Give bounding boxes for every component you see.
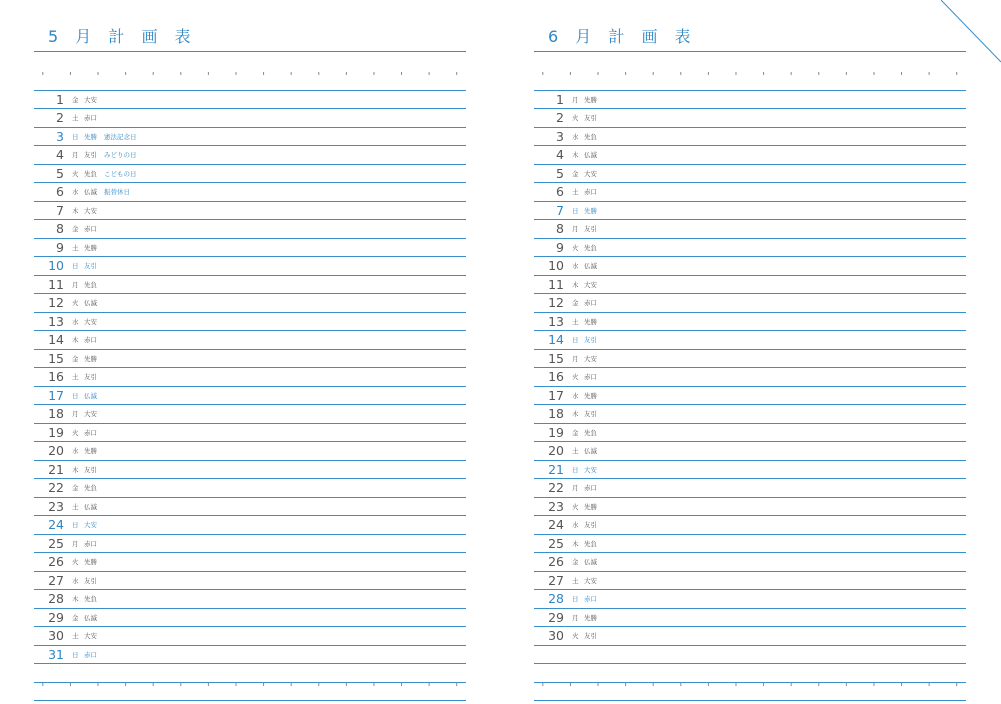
weekday-label: 土: [572, 188, 579, 196]
rokuyo-label: 先勝: [84, 243, 97, 252]
blank-row[interactable]: [34, 664, 466, 683]
day-number: 18: [548, 406, 564, 421]
day-number: 14: [48, 332, 64, 347]
holiday-label: 憲法記念日: [104, 132, 137, 141]
rokuyo-label: 先勝: [584, 502, 597, 511]
day-number: 23: [548, 498, 564, 514]
rokuyo-label: 友引: [584, 632, 597, 640]
day-row[interactable]: [534, 109, 966, 128]
day-row[interactable]: [34, 590, 466, 609]
weekday-label: 木: [572, 280, 579, 289]
rokuyo-label: 大安: [84, 95, 97, 104]
weekday-label: 金: [572, 299, 579, 307]
day-row[interactable]: [34, 257, 466, 276]
june-planner-page: [534, 0, 966, 704]
weekday-label: 月: [72, 151, 79, 159]
weekday-label: 月: [72, 539, 79, 548]
rokuyo-label: 赤口: [584, 188, 597, 196]
day-number: 9: [556, 239, 564, 255]
day-number: 24: [548, 517, 564, 532]
day-number: 16: [548, 369, 564, 384]
weekday-label: 火: [572, 502, 579, 511]
day-row[interactable]: [534, 590, 966, 609]
day-row[interactable]: [34, 313, 466, 332]
day-number: 20: [548, 443, 564, 458]
weekday-label: 金: [572, 428, 579, 437]
weekday-label: 月: [72, 280, 79, 289]
day-number: 16: [48, 369, 64, 384]
day-number: 14: [548, 332, 564, 347]
day-row[interactable]: [534, 535, 966, 554]
day-row[interactable]: [534, 276, 966, 295]
blank-row[interactable]: [534, 664, 966, 683]
day-row[interactable]: [534, 220, 966, 239]
rokuyo-label: 先負: [84, 484, 97, 492]
day-row[interactable]: [34, 239, 466, 258]
june-title-rule: [534, 51, 966, 52]
rokuyo-label: 赤口: [84, 114, 97, 122]
rokuyo-label: 先勝: [584, 613, 597, 622]
rokuyo-label: 先負: [584, 132, 597, 141]
day-number: 10: [48, 258, 64, 273]
day-row[interactable]: [534, 516, 966, 535]
weekday-label: 水: [572, 132, 579, 141]
weekday-label: 日: [72, 650, 79, 659]
weekday-label: 木: [572, 151, 579, 159]
weekday-label: 水: [72, 188, 79, 196]
day-row[interactable]: [34, 331, 466, 350]
weekday-label: 日: [72, 391, 79, 400]
rokuyo-label: 大安: [584, 169, 597, 178]
weekday-label: 火: [572, 632, 579, 640]
day-number: 10: [548, 258, 564, 273]
day-row[interactable]: [34, 368, 466, 387]
blank-row[interactable]: [534, 683, 966, 702]
rokuyo-label: 赤口: [84, 428, 97, 437]
rokuyo-label: 仏滅: [584, 447, 597, 455]
may-page-title: 5 月 計 画 表: [48, 27, 197, 46]
day-row[interactable]: [534, 553, 966, 572]
header-blank-row: [34, 72, 466, 91]
day-number: 17: [548, 387, 564, 403]
day-number: 19: [548, 424, 564, 440]
day-number: 23: [48, 498, 64, 514]
day-number: 22: [548, 480, 564, 495]
day-row[interactable]: [534, 91, 966, 110]
day-number: 3: [56, 128, 64, 144]
weekday-label: 土: [572, 447, 579, 455]
weekday-label: 土: [72, 373, 79, 381]
day-row[interactable]: [34, 220, 466, 239]
rokuyo-label: 仏滅: [84, 299, 97, 307]
day-row[interactable]: [34, 498, 466, 517]
day-number: 6: [56, 184, 64, 199]
rokuyo-label: 先勝: [84, 132, 97, 141]
rokuyo-label: 赤口: [84, 336, 97, 344]
day-row[interactable]: [534, 479, 966, 498]
day-number: 7: [556, 202, 564, 218]
weekday-label: 月: [572, 354, 579, 363]
weekday-label: 水: [572, 262, 579, 270]
day-row[interactable]: [534, 331, 966, 350]
day-row[interactable]: [534, 424, 966, 443]
rokuyo-label: 大安: [84, 632, 97, 640]
day-number: 12: [548, 295, 564, 310]
may-schedule-grid: [34, 72, 466, 701]
day-row[interactable]: [34, 202, 466, 221]
rokuyo-label: 先勝: [84, 447, 97, 455]
day-number: 13: [48, 313, 64, 329]
weekday-label: 火: [72, 169, 79, 178]
day-row[interactable]: [34, 442, 466, 461]
day-row[interactable]: [34, 91, 466, 110]
day-number: 8: [56, 221, 64, 236]
weekday-label: 水: [572, 391, 579, 400]
rokuyo-label: 赤口: [584, 299, 597, 307]
day-number: 19: [48, 424, 64, 440]
day-row[interactable]: [34, 553, 466, 572]
weekday-label: 火: [72, 299, 79, 307]
weekday-label: 木: [72, 206, 79, 215]
rokuyo-label: 大安: [84, 410, 97, 418]
rokuyo-label: 大安: [84, 206, 97, 215]
day-number: 27: [48, 572, 64, 588]
day-number: 4: [556, 147, 564, 162]
day-number: 4: [56, 147, 64, 162]
day-number: 1: [56, 91, 64, 107]
weekday-label: 水: [72, 317, 79, 326]
june-schedule-grid: [534, 72, 966, 701]
day-number: 11: [48, 276, 64, 292]
day-row[interactable]: [534, 609, 966, 628]
day-number: 30: [48, 628, 64, 643]
day-row[interactable]: [34, 405, 466, 424]
day-number: 13: [548, 313, 564, 329]
weekday-label: 木: [72, 595, 79, 603]
rokuyo-label: 赤口: [84, 650, 97, 659]
day-row[interactable]: [534, 202, 966, 221]
holiday-label: 振替休日: [104, 188, 130, 196]
day-row[interactable]: [34, 572, 466, 591]
day-number: 2: [556, 110, 564, 125]
day-row[interactable]: [34, 387, 466, 406]
rokuyo-label: 仏滅: [584, 151, 597, 159]
holiday-label: こどもの日: [104, 169, 137, 178]
day-number: 8: [556, 221, 564, 236]
rokuyo-label: 友引: [84, 465, 97, 474]
day-number: 11: [548, 276, 564, 292]
day-row[interactable]: [34, 424, 466, 443]
weekday-label: 土: [72, 632, 79, 640]
weekday-label: 月: [572, 484, 579, 492]
day-number: 21: [48, 461, 64, 477]
rokuyo-label: 大安: [584, 280, 597, 289]
weekday-label: 木: [572, 410, 579, 418]
june-page-title: 6 月 計 画 表: [548, 27, 697, 46]
day-row[interactable]: [534, 128, 966, 147]
day-row[interactable]: [534, 294, 966, 313]
weekday-label: 金: [72, 484, 79, 492]
weekday-label: 日: [572, 336, 579, 344]
header-blank-row: [534, 72, 966, 91]
day-number: 30: [548, 628, 564, 643]
day-row[interactable]: [34, 165, 466, 184]
rokuyo-label: 先負: [584, 428, 597, 437]
rokuyo-label: 仏滅: [84, 391, 97, 400]
day-row[interactable]: [534, 405, 966, 424]
rokuyo-label: 仏滅: [84, 502, 97, 511]
rokuyo-label: 先勝: [584, 206, 597, 215]
weekday-label: 月: [572, 95, 579, 104]
weekday-label: 日: [72, 132, 79, 141]
day-row[interactable]: [34, 146, 466, 165]
day-number: 28: [548, 591, 564, 606]
day-number: 25: [548, 535, 564, 551]
weekday-label: 火: [572, 373, 579, 381]
rokuyo-label: 友引: [84, 576, 97, 585]
day-number: 18: [48, 406, 64, 421]
day-row[interactable]: [34, 461, 466, 480]
day-row[interactable]: [34, 646, 466, 665]
rokuyo-label: 友引: [584, 521, 597, 529]
rokuyo-label: 友引: [84, 373, 97, 381]
day-row[interactable]: [534, 368, 966, 387]
day-row[interactable]: [534, 313, 966, 332]
day-number: 20: [48, 443, 64, 458]
weekday-label: 木: [72, 465, 79, 474]
weekday-label: 月: [572, 225, 579, 233]
rokuyo-label: 先負: [584, 539, 597, 548]
weekday-label: 木: [572, 539, 579, 548]
day-row[interactable]: [534, 165, 966, 184]
weekday-label: 水: [572, 521, 579, 529]
rokuyo-label: 友引: [84, 262, 97, 270]
day-number: 17: [48, 387, 64, 403]
day-row[interactable]: [34, 183, 466, 202]
day-row[interactable]: [34, 109, 466, 128]
day-number: 25: [48, 535, 64, 551]
weekday-label: 火: [572, 243, 579, 252]
day-row[interactable]: [534, 572, 966, 591]
rokuyo-label: 仏滅: [584, 558, 597, 566]
weekday-label: 火: [72, 428, 79, 437]
weekday-label: 日: [572, 206, 579, 215]
rokuyo-label: 赤口: [584, 484, 597, 492]
weekday-label: 土: [572, 576, 579, 585]
day-number: 26: [48, 554, 64, 569]
weekday-label: 火: [572, 114, 579, 122]
day-number: 1: [556, 91, 564, 107]
day-number: 27: [548, 572, 564, 588]
rokuyo-label: 友引: [584, 225, 597, 233]
day-number: 21: [548, 461, 564, 477]
day-row[interactable]: [34, 516, 466, 535]
rokuyo-label: 先勝: [584, 95, 597, 104]
weekday-label: 金: [72, 613, 79, 622]
rokuyo-label: 先勝: [584, 391, 597, 400]
day-row[interactable]: [534, 350, 966, 369]
day-row[interactable]: [34, 479, 466, 498]
day-number: 28: [48, 591, 64, 606]
may-title-rule: [34, 51, 466, 52]
day-number: 9: [56, 239, 64, 255]
day-number: 5: [56, 165, 64, 181]
day-row[interactable]: [34, 535, 466, 554]
rokuyo-label: 仏滅: [584, 262, 597, 270]
weekday-label: 土: [72, 114, 79, 122]
rokuyo-label: 大安: [84, 521, 97, 529]
weekday-label: 水: [72, 447, 79, 455]
rokuyo-label: 仏滅: [84, 188, 97, 196]
day-row[interactable]: [534, 387, 966, 406]
day-number: 15: [548, 350, 564, 366]
rokuyo-label: 赤口: [84, 225, 97, 233]
day-number: 29: [548, 609, 564, 625]
rokuyo-label: 大安: [584, 354, 597, 363]
rokuyo-label: 友引: [84, 151, 97, 159]
day-row[interactable]: [534, 627, 966, 646]
weekday-label: 金: [72, 354, 79, 363]
weekday-label: 土: [72, 243, 79, 252]
rokuyo-label: 赤口: [84, 539, 97, 548]
day-row[interactable]: [534, 146, 966, 165]
rokuyo-label: 先負: [84, 280, 97, 289]
weekday-label: 水: [72, 576, 79, 585]
rokuyo-label: 赤口: [584, 373, 597, 381]
day-row[interactable]: [534, 442, 966, 461]
day-number: 7: [56, 202, 64, 218]
day-row[interactable]: [534, 239, 966, 258]
rokuyo-label: 大安: [84, 317, 97, 326]
weekday-label: 金: [572, 169, 579, 178]
blank-row[interactable]: [534, 646, 966, 665]
day-number: 15: [48, 350, 64, 366]
rokuyo-label: 赤口: [584, 595, 597, 603]
rokuyo-label: 大安: [584, 465, 597, 474]
day-number: 3: [556, 128, 564, 144]
day-number: 31: [48, 646, 64, 662]
may-planner-page: [34, 0, 466, 704]
weekday-label: 日: [572, 595, 579, 603]
corner-fold-line: [941, 0, 1001, 70]
weekday-label: 月: [572, 613, 579, 622]
day-row[interactable]: [34, 609, 466, 628]
day-number: 29: [48, 609, 64, 625]
day-row[interactable]: [34, 350, 466, 369]
day-number: 12: [48, 295, 64, 310]
day-number: 26: [548, 554, 564, 569]
day-row[interactable]: [34, 627, 466, 646]
rokuyo-label: 友引: [584, 410, 597, 418]
rokuyo-label: 仏滅: [84, 613, 97, 622]
blank-row[interactable]: [34, 683, 466, 702]
weekday-label: 日: [572, 465, 579, 474]
day-number: 22: [48, 480, 64, 495]
day-number: 5: [556, 165, 564, 181]
weekday-label: 金: [72, 95, 79, 104]
weekday-label: 月: [72, 410, 79, 418]
day-row[interactable]: [534, 257, 966, 276]
rokuyo-label: 先負: [584, 243, 597, 252]
rokuyo-label: 先勝: [84, 558, 97, 566]
weekday-label: 木: [72, 336, 79, 344]
weekday-label: 金: [572, 558, 579, 566]
day-number: 6: [556, 184, 564, 199]
rokuyo-label: 先負: [84, 595, 97, 603]
weekday-label: 日: [72, 521, 79, 529]
day-row[interactable]: [34, 294, 466, 313]
day-number: 2: [56, 110, 64, 125]
day-row[interactable]: [534, 461, 966, 480]
rokuyo-label: 友引: [584, 336, 597, 344]
day-row[interactable]: [534, 183, 966, 202]
weekday-label: 日: [72, 262, 79, 270]
rokuyo-label: 先勝: [84, 354, 97, 363]
day-row[interactable]: [34, 128, 466, 147]
holiday-label: みどりの日: [104, 151, 137, 159]
day-number: 24: [48, 517, 64, 532]
day-row[interactable]: [34, 276, 466, 295]
day-row[interactable]: [534, 498, 966, 517]
rokuyo-label: 先負: [84, 169, 97, 178]
rokuyo-label: 友引: [584, 114, 597, 122]
weekday-label: 土: [572, 317, 579, 326]
weekday-label: 金: [72, 225, 79, 233]
rokuyo-label: 先勝: [584, 317, 597, 326]
weekday-label: 土: [72, 502, 79, 511]
rokuyo-label: 大安: [584, 576, 597, 585]
weekday-label: 火: [72, 558, 79, 566]
